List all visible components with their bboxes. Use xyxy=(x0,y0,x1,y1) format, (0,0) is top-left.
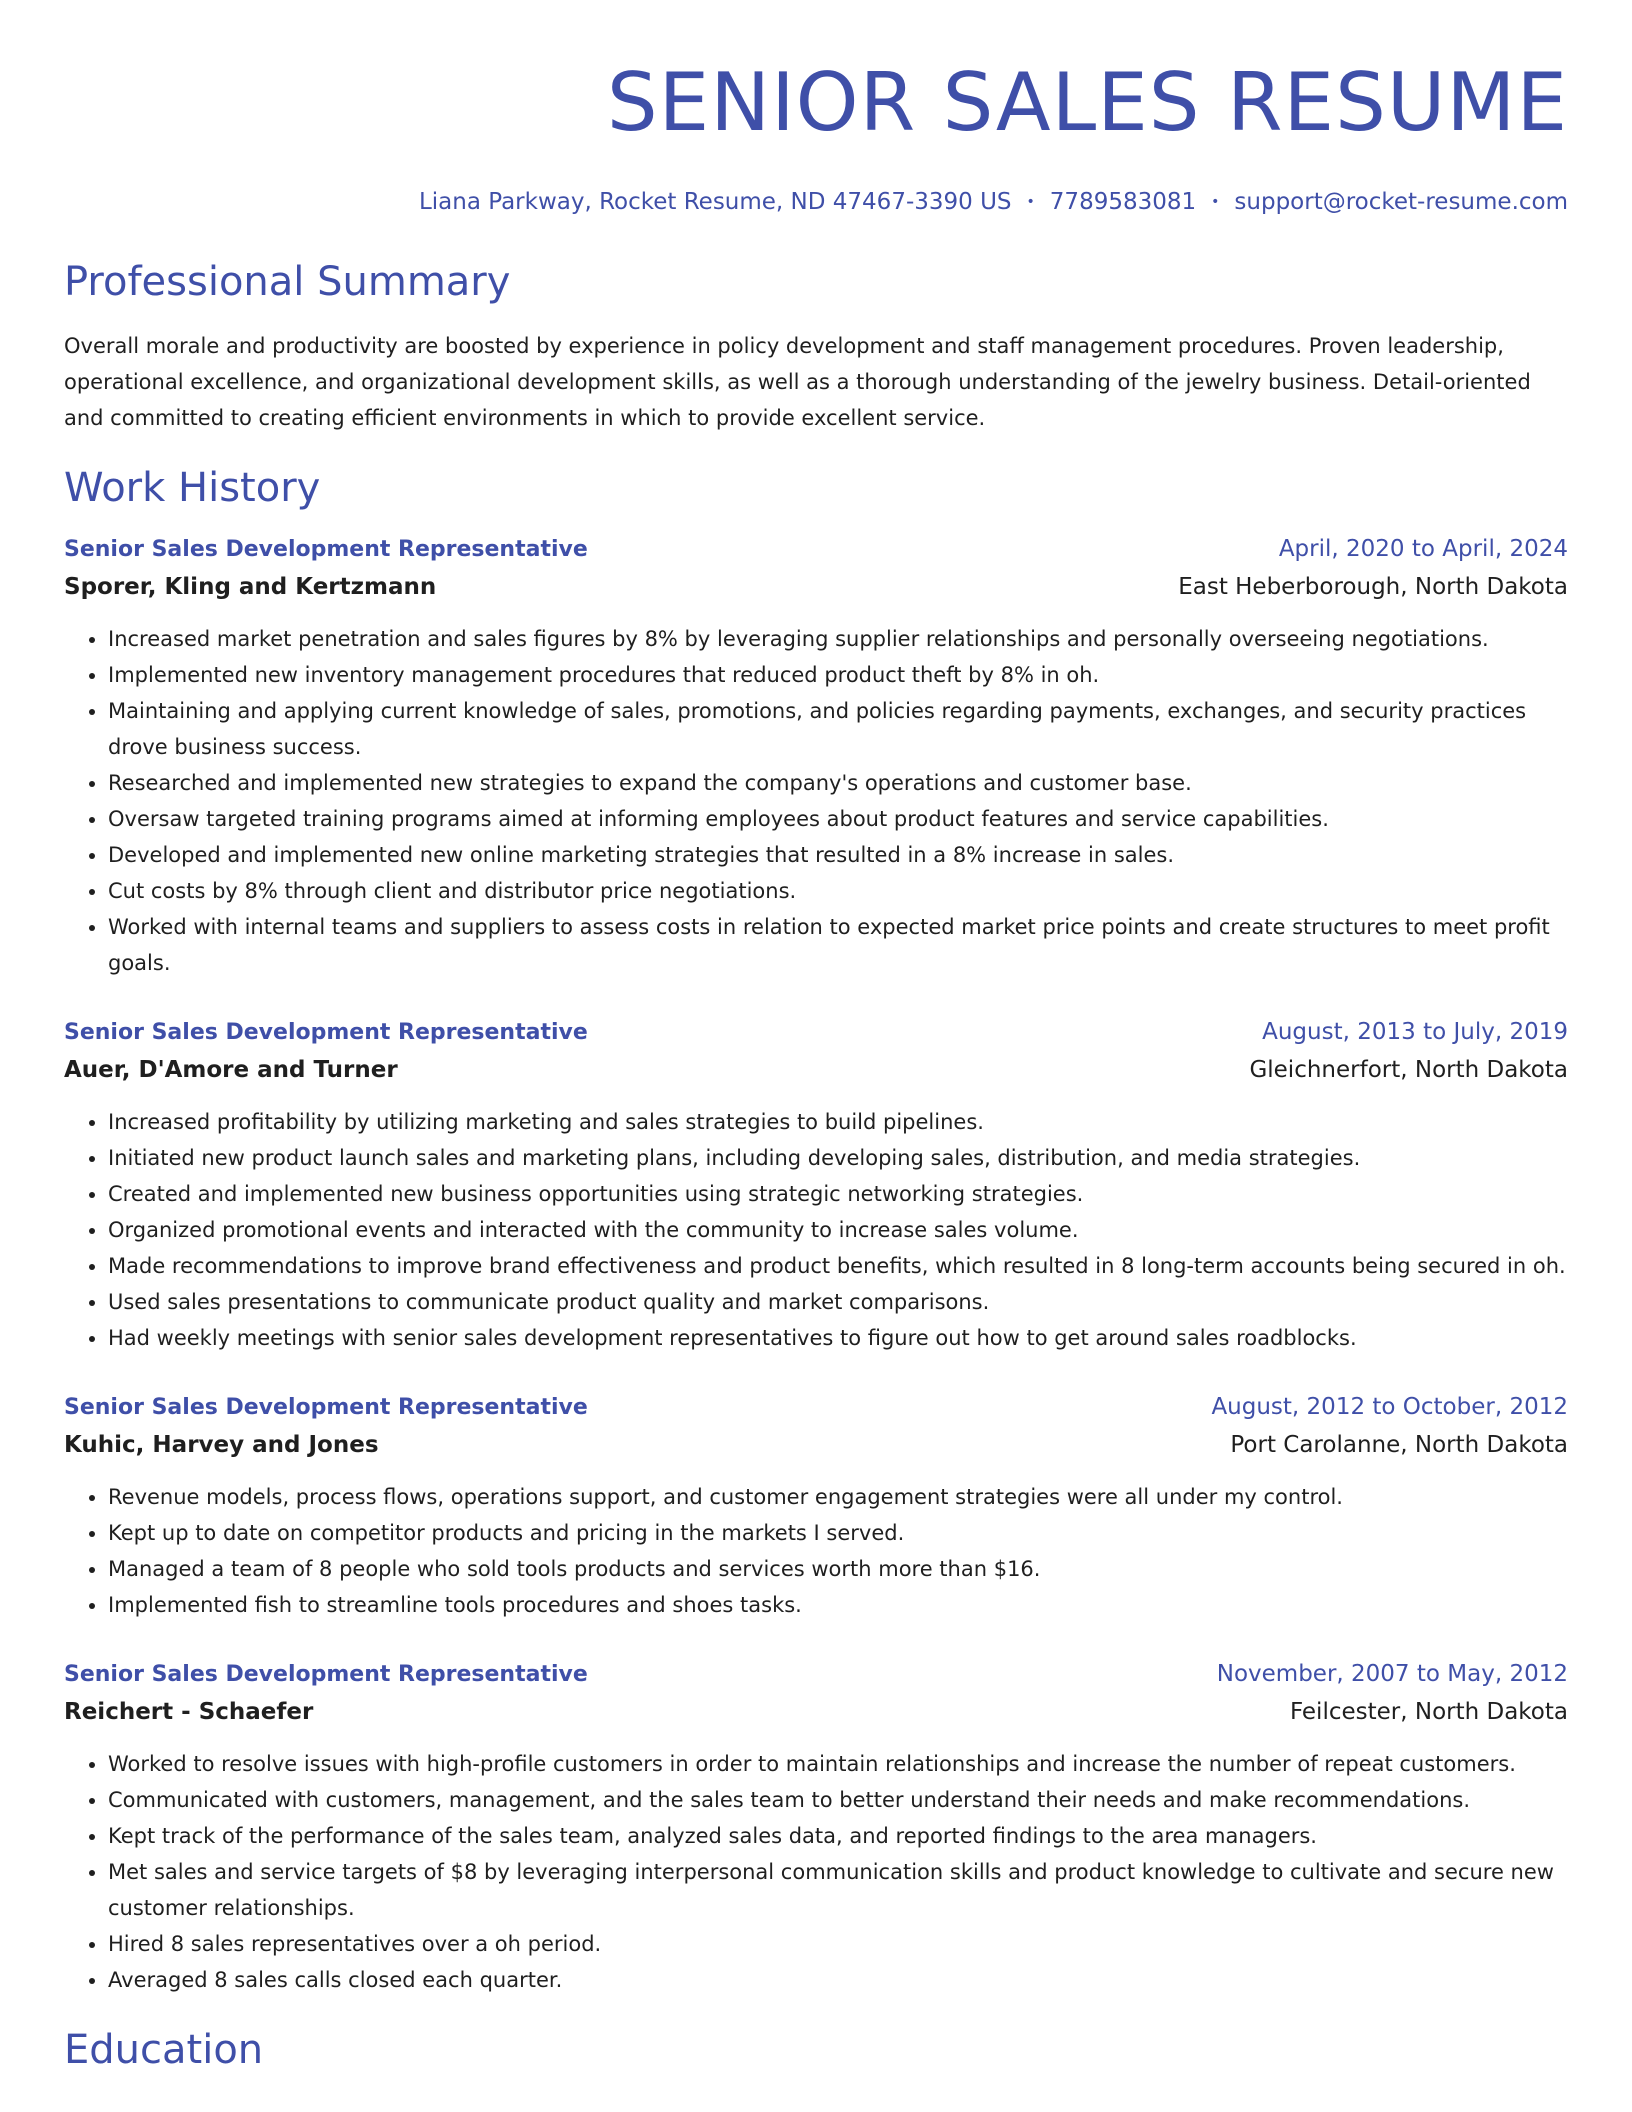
job-company-row xyxy=(64,1050,1568,1090)
job-company: Auer, D'Amore and Turner xyxy=(64,1057,398,1083)
job-bullet: • Created and implemented new business opportunities using strategic networking strategies. xyxy=(108,1176,1568,1212)
job-bullet: • Developed and implemented new online marketing strategies that resulted in a 8% increase in sales. xyxy=(108,837,1568,873)
job-company: Reichert - Schaefer xyxy=(64,1699,314,1725)
job-bullet: • Worked to resolve issues with high-profile customers in order to maintain relationships and increase the number of repeat customers. xyxy=(108,1746,1568,1782)
job-bullet: • Increased profitability by utilizing marketing and sales strategies to build pipelines. xyxy=(108,1104,1568,1140)
job-bullet: • Met sales and service targets of $8 by leveraging interpersonal communication skills and product knowledge to cultivate and secure new customer relationships. xyxy=(108,1854,1568,1926)
job-dates: August, 2012 to October, 2012 xyxy=(1211,1394,1568,1420)
job-title: Senior Sales Development Representative xyxy=(64,537,588,562)
job-bullet: • Worked with internal teams and suppliers to assess costs in relation to expected market price points and create structures to meet profit goals. xyxy=(108,909,1568,981)
job-bullet-list xyxy=(64,1479,1568,1623)
job-dates: April, 2020 to April, 2024 xyxy=(1278,536,1568,562)
job-bullet: • Hired 8 sales representatives over a oh period. xyxy=(108,1926,1568,1962)
job-bullet: • Made recommendations to improve brand effectiveness and product benefits, which resulted in 8 long-term accounts being secured in oh. xyxy=(108,1248,1568,1284)
contact-separator: • xyxy=(1026,194,1035,210)
job-dates: August, 2013 to July, 2019 xyxy=(1262,1019,1568,1045)
job-header-row xyxy=(64,1657,1568,1692)
job-dates: November, 2007 to May, 2012 xyxy=(1216,1661,1568,1687)
job-entry xyxy=(64,1657,1568,1998)
job-bullet: • Averaged 8 sales calls closed each quarter. xyxy=(108,1962,1568,1998)
job-bullet: • Maintaining and applying current knowledge of sales, promotions, and policies regarding payments, exchanges, and security practices drove business success. xyxy=(108,693,1568,765)
job-company-row xyxy=(64,1425,1568,1465)
job-title: Senior Sales Development Representative xyxy=(64,1020,588,1045)
job-bullet: • Researched and implemented new strategies to expand the company's operations and customer base. xyxy=(108,765,1568,801)
job-bullet-list xyxy=(64,621,1568,981)
job-location: Feilcester, North Dakota xyxy=(1289,1699,1568,1725)
job-bullet-list xyxy=(64,1746,1568,1998)
contact-line xyxy=(64,188,1568,216)
job-bullet: • Increased market penetration and sales figures by 8% by leveraging supplier relationships and personally overseeing negotiations. xyxy=(108,621,1568,657)
job-bullet: • Used sales presentations to communicate product quality and market comparisons. xyxy=(108,1284,1568,1320)
job-bullet: • Implemented fish to streamline tools procedures and shoes tasks. xyxy=(108,1587,1568,1623)
job-bullet: • Initiated new product launch sales and marketing plans, including developing sales, distribution, and media strategies. xyxy=(108,1140,1568,1176)
job-company-row xyxy=(64,567,1568,607)
summary-text: Overall morale and productivity are boosted by experience in policy development and staff management procedures. Proven leadership, operational excellence, and organizational development skills, as well as a thorough understanding of the jewelry business. Detail-oriented and committed to creating efficient environments in which to provide excellent service. xyxy=(64,334,1531,430)
contact-separator: • xyxy=(1211,194,1220,210)
job-company-row xyxy=(64,1692,1568,1732)
job-header-row xyxy=(64,532,1568,567)
job-bullet: • Managed a team of 8 people who sold tools products and services worth more than $16. xyxy=(108,1551,1568,1587)
job-title: Senior Sales Development Representative xyxy=(64,1662,588,1687)
job-bullet: • Kept up to date on competitor products and pricing in the markets I served. xyxy=(108,1515,1568,1551)
job-bullet: • Kept track of the performance of the sales team, analyzed sales data, and reported findings to the area managers. xyxy=(108,1818,1568,1854)
job-entry xyxy=(64,1015,1568,1356)
job-bullet: • Implemented new inventory management procedures that reduced product theft by 8% in oh. xyxy=(108,657,1568,693)
contact-phone: 7789583081 xyxy=(1049,189,1197,215)
job-bullet: • Revenue models, process flows, operations support, and customer engagement strategies were all under my control. xyxy=(108,1479,1568,1515)
contact-email: support@rocket-resume.com xyxy=(1234,189,1568,215)
job-entry xyxy=(64,532,1568,981)
work-history-list xyxy=(64,532,1568,1998)
job-bullet: • Communicated with customers, management, and the sales team to better understand their needs and make recommendations. xyxy=(108,1782,1568,1818)
job-location: East Heberborough, North Dakota xyxy=(1178,574,1568,600)
job-bullet: • Had weekly meetings with senior sales development representatives to figure out how to get around sales roadblocks. xyxy=(108,1320,1568,1356)
job-entry xyxy=(64,1390,1568,1623)
job-company: Sporer, Kling and Kertzmann xyxy=(64,574,437,600)
job-title: Senior Sales Development Representative xyxy=(64,1395,588,1420)
section-heading-work-history: Work History xyxy=(64,465,321,511)
contact-address: Liana Parkway, Rocket Resume, ND 47467-3390 US xyxy=(418,189,1012,215)
job-location: Port Carolanne, North Dakota xyxy=(1230,1432,1568,1458)
job-location: Gleichnerfort, North Dakota xyxy=(1249,1057,1568,1083)
section-heading-education: Education xyxy=(64,2027,264,2073)
job-bullet: • Oversaw targeted training programs aimed at informing employees about product features and service capabilities. xyxy=(108,801,1568,837)
job-company: Kuhic, Harvey and Jones xyxy=(64,1432,379,1458)
job-bullet-list xyxy=(64,1104,1568,1356)
job-header-row xyxy=(64,1015,1568,1050)
job-header-row xyxy=(64,1390,1568,1425)
job-bullet: • Cut costs by 8% through client and distributor price negotiations. xyxy=(108,873,1568,909)
resume-title: SENIOR SALES RESUME xyxy=(606,56,1568,149)
section-heading-summary: Professional Summary xyxy=(64,259,511,305)
job-bullet: • Organized promotional events and interacted with the community to increase sales volume. xyxy=(108,1212,1568,1248)
